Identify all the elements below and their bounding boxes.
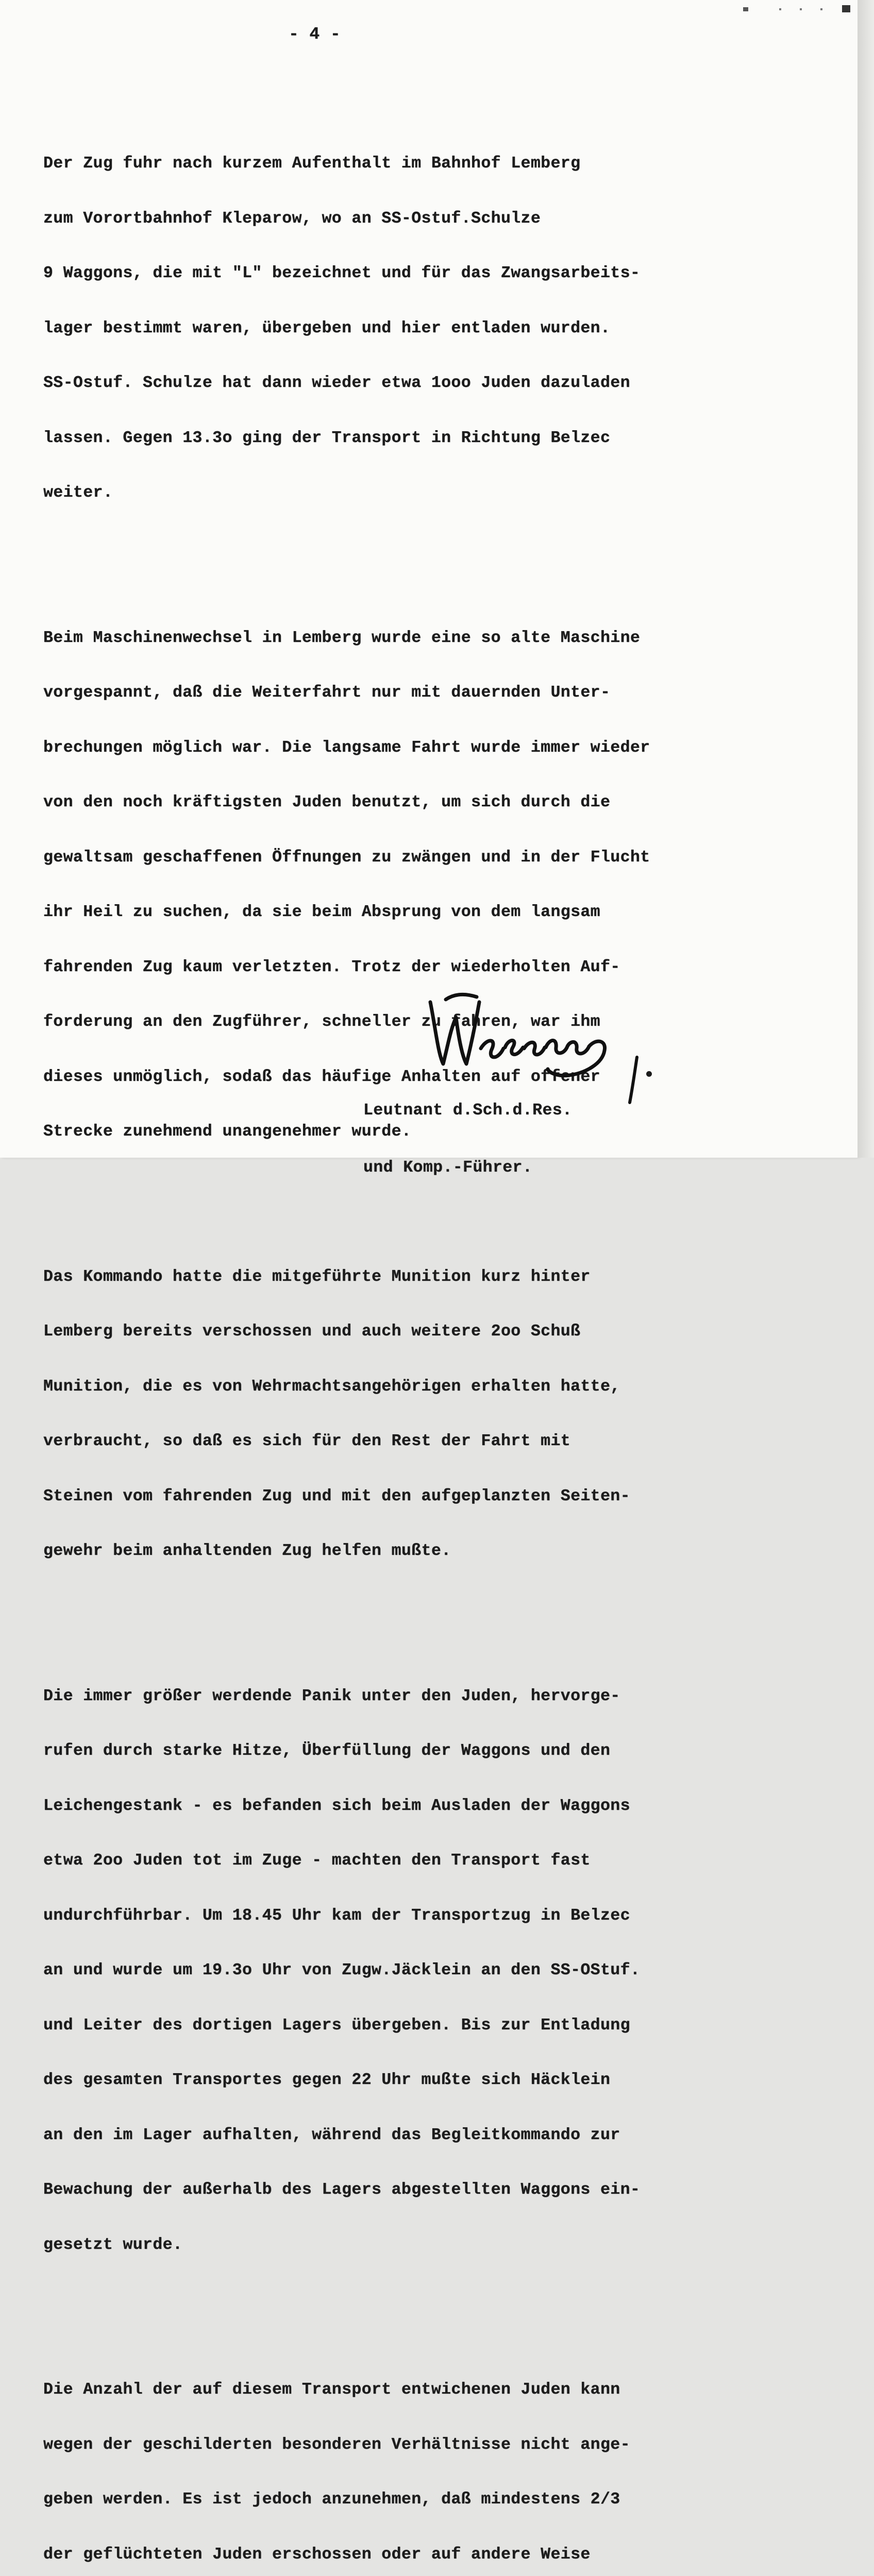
text-line: gesetzt wurde.	[43, 2235, 183, 2254]
text-line: der geflüchteten Juden erschossen oder auf andere Weise	[43, 2545, 591, 2564]
ink-stroke-mark	[628, 1055, 639, 1105]
paragraph-5	[43, 2345, 806, 2576]
text-line: weiter.	[43, 484, 113, 502]
text-line: etwa 2oo Juden tot im Zuge - machten den Transport fast	[43, 1852, 591, 1870]
text-line: Steinen vom fahrenden Zug und mit den aufgeplanzten Seiten-	[43, 1487, 630, 1505]
signatory-block	[363, 1064, 572, 1214]
text-line: fahrenden Zug kaum verletzten. Trotz der wiederholten Auf-	[43, 958, 620, 976]
paragraph-4	[43, 1651, 806, 2291]
text-line: lassen. Gegen 13.3o ging der Transport in Richtung Belzec	[43, 429, 611, 447]
text-line: gewehr beim anhaltenden Zug helfen mußte.	[43, 1542, 451, 1560]
text-line: und Leiter des dortigen Lagers übergeben. Bis zur Entladung	[43, 2016, 630, 2035]
text-line: ihr Heil zu suchen, da sie beim Absprung von dem langsam	[43, 903, 600, 921]
signatory-rank: Leutnant d.Sch.d.Res.	[363, 1101, 573, 1120]
text-line: SS-Ostuf. Schulze hat dann wieder etwa 1ooo Juden dazuladen	[43, 374, 630, 392]
text-line: gewaltsam geschaffenen Öffnungen zu zwängen und in der Flucht	[43, 848, 650, 867]
paragraph-1	[43, 118, 806, 539]
text-line: rufen durch starke Hitze, Überfüllung der Waggons und den	[43, 1742, 611, 1760]
text-line: dieses unmöglich, sodaß das häufige Anhalten auf offener	[43, 1067, 600, 1086]
text-line: von den noch kräftigsten Juden benutzt, um sich durch die	[43, 793, 611, 811]
text-line: Munition, die es von Wehrmachtsangehörigen erhalten hatte,	[43, 1377, 620, 1396]
text-line: Lemberg bereits verschossen und auch weitere 2oo Schuß	[43, 1323, 581, 1341]
text-line: des gesamten Transportes gegen 22 Uhr mußte sich Häcklein	[43, 2071, 611, 2089]
text-line: geben werden. Es ist jedoch anzunehmen, daß mindestens 2/3	[43, 2490, 620, 2509]
text-line: Die Anzahl der auf diesem Transport entwichenen Juden kann	[43, 2381, 620, 2399]
text-line: zum Vorortbahnhof Kleparow, wo an SS-Ostuf.Schulze	[43, 209, 541, 228]
signatory-role: und Komp.-Führer.	[363, 1159, 533, 1177]
text-line: wegen der geschilderten besonderen Verhältnisse nicht ange-	[43, 2435, 630, 2454]
text-line: lager bestimmt waren, übergeben und hier entladen wurden.	[43, 319, 611, 337]
scan-edge	[858, 0, 874, 1158]
text-line: Der Zug fuhr nach kurzem Aufenthalt im Bahnhof Lemberg	[43, 155, 581, 173]
text-line: vorgespannt, daß die Weiterfahrt nur mit dauernden Unter-	[43, 684, 611, 702]
text-line: brechungen möglich war. Die langsame Fahrt wurde immer wieder	[43, 738, 650, 757]
text-line: Bewachung der außerhalb des Lagers abgestellten Waggons ein-	[43, 2181, 641, 2199]
text-line: 9 Waggons, die mit "L" bezeichnet und für das Zwangsarbeits-	[43, 264, 641, 282]
text-line: Die immer größer werdende Panik unter den Juden, hervorge-	[43, 1687, 620, 1705]
text-line: an und wurde um 19.3o Uhr von Zugw.Jäcklein an den SS-OStuf.	[43, 1961, 641, 1979]
ink-dot	[646, 1071, 652, 1077]
page-number: - 4 -	[289, 25, 341, 44]
text-line: forderung an den Zugführer, schneller zu fahren, war ihm	[43, 1013, 600, 1031]
text-line: Leichengestank - es befanden sich beim Ausladen der Waggons	[43, 1797, 630, 1815]
text-line: an den im Lager aufhalten, während das Begleitkommando zur	[43, 2126, 620, 2144]
text-line: undurchführbar. Um 18.45 Uhr kam der Transportzug in Belzec	[43, 1906, 630, 1925]
text-line: Das Kommando hatte die mitgeführte Munition kurz hinter	[43, 1267, 591, 1286]
text-line: verbraucht, so daß es sich für den Rest der Fahrt mit	[43, 1432, 571, 1450]
text-line: Beim Maschinenwechsel in Lemberg wurde eine so alte Maschine	[43, 629, 641, 647]
paragraph-3	[43, 1232, 806, 1597]
text-line: Strecke zunehmend unangenehmer wurde.	[43, 1123, 412, 1141]
scan-artifact-marks	[743, 4, 851, 13]
body-text	[43, 82, 806, 2576]
